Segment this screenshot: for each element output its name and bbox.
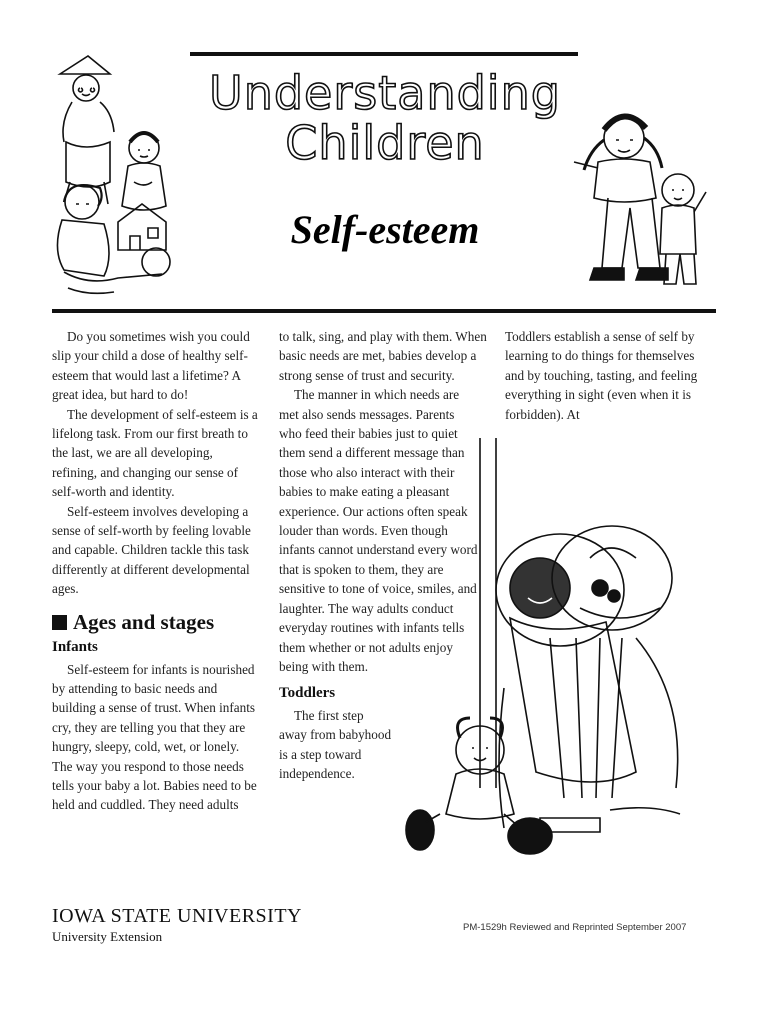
university-logo [52, 905, 302, 945]
intro-paragraph-1: Do you sometimes wish you could slip your child a dose of healthy self-esteem that would last a lifetime? A great idea, but hard to do! [52, 329, 250, 403]
intro-paragraph-3: Self-esteem involves developing a sense of self-worth by feeling lovable and capable. Children tackle this task differently at different developmental ages. [52, 503, 251, 597]
publication-reference: PM-1529h Reviewed and Reprinted September 2007 [463, 922, 687, 933]
toddlers-continued-paragraph: Toddlers establish a sense of self by learning to do things for themselves and by touching, tasting, and feeling everything in sight (even when it is forbidden). At [505, 329, 698, 422]
column-1 [52, 327, 260, 815]
top-rule [190, 52, 578, 56]
logo-line-1: IOWA STATE UNIVERSITY [52, 905, 302, 927]
toddlers-paragraph: The first step away from babyhood is a step toward independence. [279, 707, 392, 781]
infants-paragraph: Self-esteem for infants is nourished by attending to basic needs and building a sense of trust. When infants cry, they are telling you that they are hungry, sleepy, cold, wet, or lonely. The way you respond to those needs tells your baby a lot. Babies need to be held and cuddled. They need adults [52, 661, 257, 813]
subheading-infants: Infants [52, 639, 98, 656]
needs-paragraph: The manner in which needs are met also sends messages. Parents who feed their babies just to quiet them send a different message than those who also interact with their babies to make eating a pleasant experience. Our actions often speak louder than words. Even though infants cannot understand every word that is spoken to them, they are sensitive to tone of voice, smiles, and laughter. The way adults conduct everyday routines with infants tells them whether or not adults enjoy being with them. [279, 387, 478, 674]
square-bullet-icon [52, 615, 67, 630]
title-line-1: Understanding [209, 66, 561, 120]
subtitle: Self-esteem [290, 207, 480, 252]
title-line-2: Children [285, 116, 485, 170]
section-heading-ages-and-stages [52, 609, 260, 634]
logo-line-2: University Extension [52, 929, 163, 944]
column-3 [505, 327, 715, 424]
girl-and-toddler-illustration [568, 108, 718, 304]
column-2 [279, 327, 487, 783]
section-heading-text: Ages and stages [73, 609, 215, 634]
infants-continued-paragraph: to talk, sing, and play with them. When basic needs are met, babies develop a strong sense of trust and security. [279, 329, 487, 383]
children-playing-illustration [48, 52, 178, 304]
intro-paragraph-2: The development of self-esteem is a lifelong task. From our first breath to the last, we are all developing, refining, and changing our sense of self-worth and identity. [52, 406, 258, 500]
subheading-toddlers: Toddlers [279, 685, 336, 702]
header-bottom-rule [52, 309, 716, 313]
